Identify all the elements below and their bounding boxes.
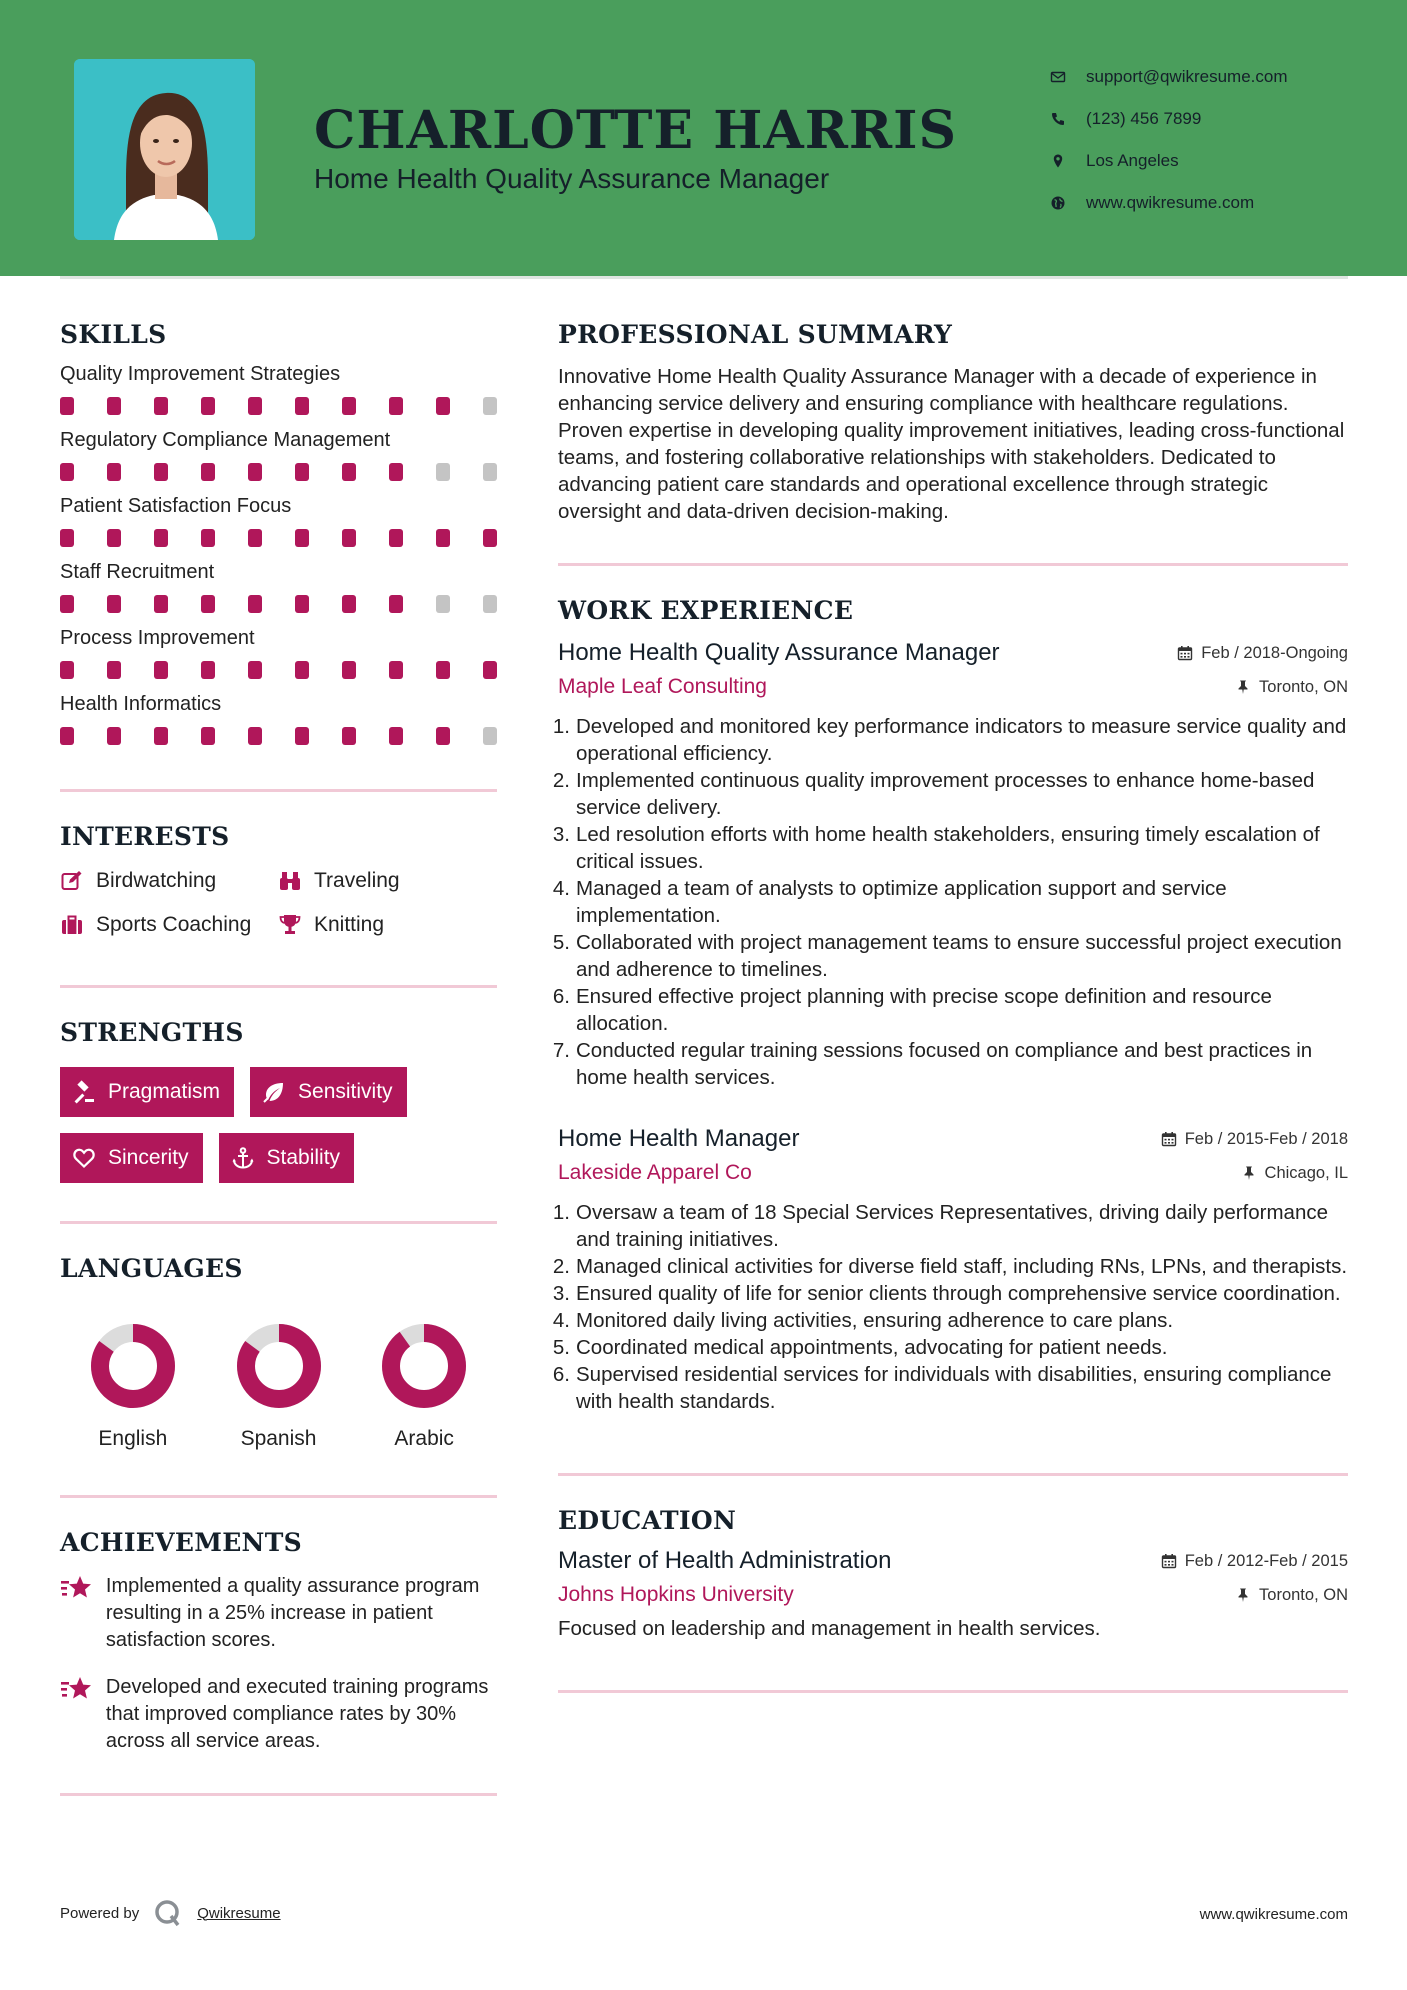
profile-photo (74, 59, 255, 240)
strengths-list (60, 1067, 497, 1183)
company-name: Maple Leaf Consulting (558, 675, 767, 698)
list-item: 5. Coordinated medical appointments, advocating for patient needs. (552, 1336, 1168, 1359)
phone-icon (1050, 111, 1066, 127)
job-responsibilities (552, 1199, 1348, 1415)
section-divider (60, 1793, 497, 1796)
rating-dot-filled (389, 397, 403, 415)
achievement-text: Developed and executed training programs that improved compliance rates by 30% across all service areas. (105, 1676, 489, 1752)
pushpin-icon (1241, 1165, 1257, 1181)
list-item: 6. Supervised residential services for individuals with disabilities, ensuring compliance with health standards. (552, 1363, 1332, 1413)
globe-icon (1050, 195, 1066, 211)
pushpin-icon (1235, 679, 1251, 695)
interests-title: INTERESTS (60, 822, 230, 851)
rating-dot-filled (342, 529, 356, 547)
skills-title: SKILLS (60, 320, 167, 349)
skill-name: Health Informatics (60, 693, 222, 715)
rating-dot-filled (60, 463, 74, 481)
qwikresume-link[interactable]: Qwikresume (197, 1904, 281, 1922)
list-item: 2. Implemented continuous quality improvement processes to enhance home-based service delivery. (552, 769, 1315, 819)
degree-title: Master of Health Administration (558, 1547, 892, 1574)
job-date (1161, 1130, 1348, 1149)
contact-location-text: Los Angeles (1086, 151, 1179, 170)
rating-dot-filled (201, 463, 215, 481)
left-column (60, 320, 497, 1796)
job-entry (552, 1125, 1348, 1415)
rating-dot-filled (295, 661, 309, 679)
job-title: Home Health Quality Assurance Manager (558, 639, 1000, 666)
calendar-icon (1161, 1553, 1177, 1569)
list-item: 2. Managed clinical activities for diverse field staff, including RNs, LPNs, and therapists. (552, 1255, 1348, 1278)
list-item: 3. Led resolution efforts with home health stakeholders, ensuring timely escalation of critical issues. (552, 823, 1320, 873)
strength-tag (60, 1067, 234, 1117)
list-item: 5. Collaborated with project management teams to ensure successful project execution and adherence to timelines. (552, 931, 1342, 981)
list-item: 3. Ensured quality of life for senior clients through comprehensive service coordination. (552, 1282, 1341, 1305)
trophy-icon (278, 913, 302, 937)
education-location (1235, 1586, 1348, 1605)
rating-dot-filled (107, 463, 121, 481)
contact-email[interactable] (1050, 56, 1288, 98)
language-item (60, 1321, 206, 1451)
rating-dot-filled (201, 397, 215, 415)
anchor-icon (231, 1146, 255, 1170)
rating-dot-empty (483, 595, 497, 613)
skill-name: Process Improvement (60, 627, 255, 649)
strength-label: Pragmatism (108, 1080, 221, 1103)
rating-dot-filled (389, 463, 403, 481)
section-divider (558, 1690, 1348, 1693)
list-item: 1. Oversaw a team of 18 Special Services Representatives, driving daily performance and training initiatives. (552, 1201, 1329, 1251)
job-entry (552, 639, 1348, 1091)
job-location-text: Toronto, ON (1259, 677, 1348, 696)
pushpin-icon (1235, 1587, 1251, 1603)
star-icon (60, 1575, 92, 1601)
language-item (206, 1321, 352, 1451)
strength-label: Stability (266, 1146, 341, 1169)
company-name: Lakeside Apparel Co (558, 1161, 752, 1184)
rating-dot-empty (483, 463, 497, 481)
proficiency-arc (391, 1333, 457, 1399)
rating-dot-filled (107, 529, 121, 547)
language-proficiency-ring (234, 1321, 324, 1411)
achievements-title: ACHIEVEMENTS (60, 1528, 302, 1557)
education-title: EDUCATION (558, 1506, 737, 1535)
contact-list (1050, 56, 1288, 224)
contact-website[interactable] (1050, 182, 1288, 224)
language-item (351, 1321, 497, 1451)
education-location-text: Toronto, ON (1259, 1585, 1348, 1604)
rating-dot-filled (483, 661, 497, 679)
rating-dot-filled (436, 529, 450, 547)
rating-dot-filled (389, 595, 403, 613)
contact-phone[interactable] (1050, 98, 1288, 140)
footer-website[interactable]: www.qwikresume.com (1199, 1906, 1348, 1923)
job-responsibilities (552, 713, 1348, 1091)
rating-dot-empty (436, 463, 450, 481)
skill-name: Regulatory Compliance Management (60, 429, 391, 451)
contact-location (1050, 140, 1288, 182)
skill-rating (60, 661, 497, 679)
rating-dot-filled (248, 727, 262, 745)
rating-dot-filled (342, 595, 356, 613)
map-marker-icon (1050, 153, 1066, 169)
skill-name: Quality Improvement Strategies (60, 363, 341, 385)
contact-website-text[interactable]: www.qwikresume.com (1086, 193, 1255, 212)
binoculars-icon (278, 869, 302, 893)
qwikresume-logo-icon (153, 1898, 183, 1928)
interest-item (60, 867, 278, 895)
right-column (552, 320, 1348, 1693)
rating-dot-filled (295, 529, 309, 547)
candidate-role: Home Health Quality Assurance Manager (314, 163, 830, 194)
rating-dot-filled (60, 661, 74, 679)
rating-dot-filled (248, 529, 262, 547)
strength-tag (250, 1067, 407, 1117)
skill-rating (60, 529, 497, 547)
rating-dot-filled (295, 463, 309, 481)
skills-list (60, 361, 497, 745)
profile-photo-illustration (74, 59, 255, 240)
skill-item (60, 427, 497, 481)
rating-dot-filled (201, 727, 215, 745)
rating-dot-filled (60, 595, 74, 613)
rating-dot-empty (483, 727, 497, 745)
skill-item (60, 625, 497, 679)
skill-name: Patient Satisfaction Focus (60, 495, 292, 517)
rating-dot-filled (342, 397, 356, 415)
rating-dot-filled (436, 727, 450, 745)
job-date-text: Feb / 2018-Ongoing (1201, 643, 1348, 662)
achievement-item (60, 1674, 497, 1755)
rating-dot-filled (154, 529, 168, 547)
summary-title: PROFESSIONAL SUMMARY (558, 320, 953, 349)
star-icon (60, 1676, 92, 1702)
language-name: Arabic (394, 1427, 454, 1450)
rating-dot-filled (389, 727, 403, 745)
skill-rating (60, 463, 497, 481)
skill-rating (60, 727, 497, 745)
list-item: 4. Monitored daily living activities, ensuring adherence to care plans. (552, 1309, 1174, 1332)
job-date-text: Feb / 2015-Feb / 2018 (1184, 1129, 1348, 1148)
rating-dot-filled (60, 727, 74, 745)
job-date (1177, 644, 1348, 663)
heart-icon (72, 1146, 96, 1170)
rating-dot-filled (201, 529, 215, 547)
rating-dot-empty (483, 397, 497, 415)
rating-dot-filled (107, 727, 121, 745)
rating-dot-filled (60, 529, 74, 547)
job-location-text: Chicago, IL (1264, 1163, 1348, 1182)
education-date-text: Feb / 2012-Feb / 2015 (1184, 1551, 1348, 1570)
rating-dot-filled (248, 595, 262, 613)
summary-text: Innovative Home Health Quality Assurance Manager with a decade of experience in enhancing service delivery and ensuring compliance with healthcare regulations. Proven expertise in developing quality improvement initiatives, leading cross-functional teams, and fostering collaborative relationships with stakeholders. Dedicated to advancing patient care standards and operational excellence through strategic oversight and data-driven decision-making. (558, 365, 1345, 523)
language-name: Spanish (240, 1427, 317, 1450)
language-proficiency-ring (379, 1321, 469, 1411)
section-divider (60, 1495, 497, 1498)
resume-header (0, 0, 1407, 276)
rating-dot-filled (483, 529, 497, 547)
calendar-icon (1161, 1131, 1177, 1147)
rating-dot-empty (436, 595, 450, 613)
rating-dot-filled (107, 595, 121, 613)
calendar-icon (1177, 645, 1193, 661)
leaf-icon (262, 1080, 286, 1104)
skill-rating (60, 595, 497, 613)
achievement-text: Implemented a quality assurance program resulting in a 25% increase in patient satisfaction scores. (105, 1575, 480, 1651)
header-divider (60, 276, 1348, 279)
interests-list (60, 867, 497, 939)
strength-label: Sensitivity (298, 1080, 393, 1103)
pencil-square-icon (60, 869, 84, 893)
rating-dot-filled (295, 595, 309, 613)
section-divider (60, 985, 497, 988)
list-item: 6. Ensured effective project planning with precise scope definition and resource allocation. (552, 985, 1272, 1035)
languages-title: LANGUAGES (60, 1254, 243, 1283)
education-date (1161, 1552, 1348, 1571)
languages-list (60, 1321, 497, 1451)
rating-dot-filled (154, 463, 168, 481)
experience-title: WORK EXPERIENCE (558, 596, 854, 625)
achievements-list (60, 1573, 497, 1755)
section-divider (60, 1221, 497, 1224)
rating-dot-filled (154, 595, 168, 613)
school-name: Johns Hopkins University (558, 1583, 794, 1606)
rating-dot-filled (154, 727, 168, 745)
interest-item (278, 867, 488, 895)
rating-dot-filled (342, 463, 356, 481)
strength-tag (60, 1133, 203, 1183)
powered-by-text: Powered by (60, 1904, 140, 1922)
achievement-item (60, 1573, 497, 1654)
section-divider (60, 789, 497, 792)
rating-dot-filled (295, 727, 309, 745)
rating-dot-filled (342, 661, 356, 679)
section-divider (558, 563, 1348, 566)
strengths-title: STRENGTHS (60, 1018, 244, 1047)
education-entry (558, 1547, 1348, 1642)
skill-item (60, 493, 497, 547)
education-description: Focused on leadership and management in health services. (558, 1617, 1101, 1640)
gavel-icon (72, 1080, 96, 1104)
rating-dot-filled (107, 661, 121, 679)
rating-dot-filled (201, 595, 215, 613)
footer-powered-by (60, 1898, 281, 1928)
rating-dot-filled (342, 727, 356, 745)
contact-phone-text[interactable]: (123) 456 7899 (1086, 109, 1202, 128)
language-name: English (98, 1427, 168, 1450)
section-divider (558, 1473, 1348, 1476)
rating-dot-filled (436, 397, 450, 415)
job-location (1241, 1164, 1348, 1183)
rating-dot-filled (389, 529, 403, 547)
list-item: 4. Managed a team of analysts to optimize application support and service implementation. (552, 877, 1227, 927)
strength-tag (219, 1133, 355, 1183)
job-location (1235, 678, 1348, 697)
rating-dot-filled (154, 661, 168, 679)
rating-dot-filled (248, 397, 262, 415)
contact-email-text[interactable]: support@qwikresume.com (1086, 67, 1288, 86)
interest-label: Traveling (314, 869, 400, 892)
language-proficiency-ring (88, 1321, 178, 1411)
rating-dot-filled (436, 661, 450, 679)
briefcase-icon (60, 913, 84, 937)
skill-rating (60, 397, 497, 415)
skill-name: Staff Recruitment (60, 561, 215, 583)
candidate-name: CHARLOTTE HARRIS (314, 100, 957, 161)
interest-label: Knitting (314, 913, 385, 936)
interest-label: Sports Coaching (96, 913, 252, 936)
rating-dot-filled (248, 661, 262, 679)
rating-dot-filled (248, 463, 262, 481)
list-item: 7. Conducted regular training sessions focused on compliance and best practices in home health services. (552, 1039, 1313, 1089)
rating-dot-filled (295, 397, 309, 415)
interest-label: Birdwatching (96, 869, 217, 892)
list-item: 1. Developed and monitored key performance indicators to measure service quality and operational efficiency. (552, 715, 1347, 765)
envelope-icon (1050, 69, 1066, 85)
job-title: Home Health Manager (558, 1125, 800, 1152)
rating-dot-filled (154, 397, 168, 415)
rating-dot-filled (107, 397, 121, 415)
rating-dot-filled (201, 661, 215, 679)
interest-item (278, 911, 488, 939)
interest-item (60, 911, 278, 939)
strength-label: Sincerity (108, 1146, 189, 1169)
rating-dot-filled (60, 397, 74, 415)
rating-dot-filled (389, 661, 403, 679)
skill-item (60, 691, 497, 745)
skill-item (60, 361, 497, 415)
skill-item (60, 559, 497, 613)
